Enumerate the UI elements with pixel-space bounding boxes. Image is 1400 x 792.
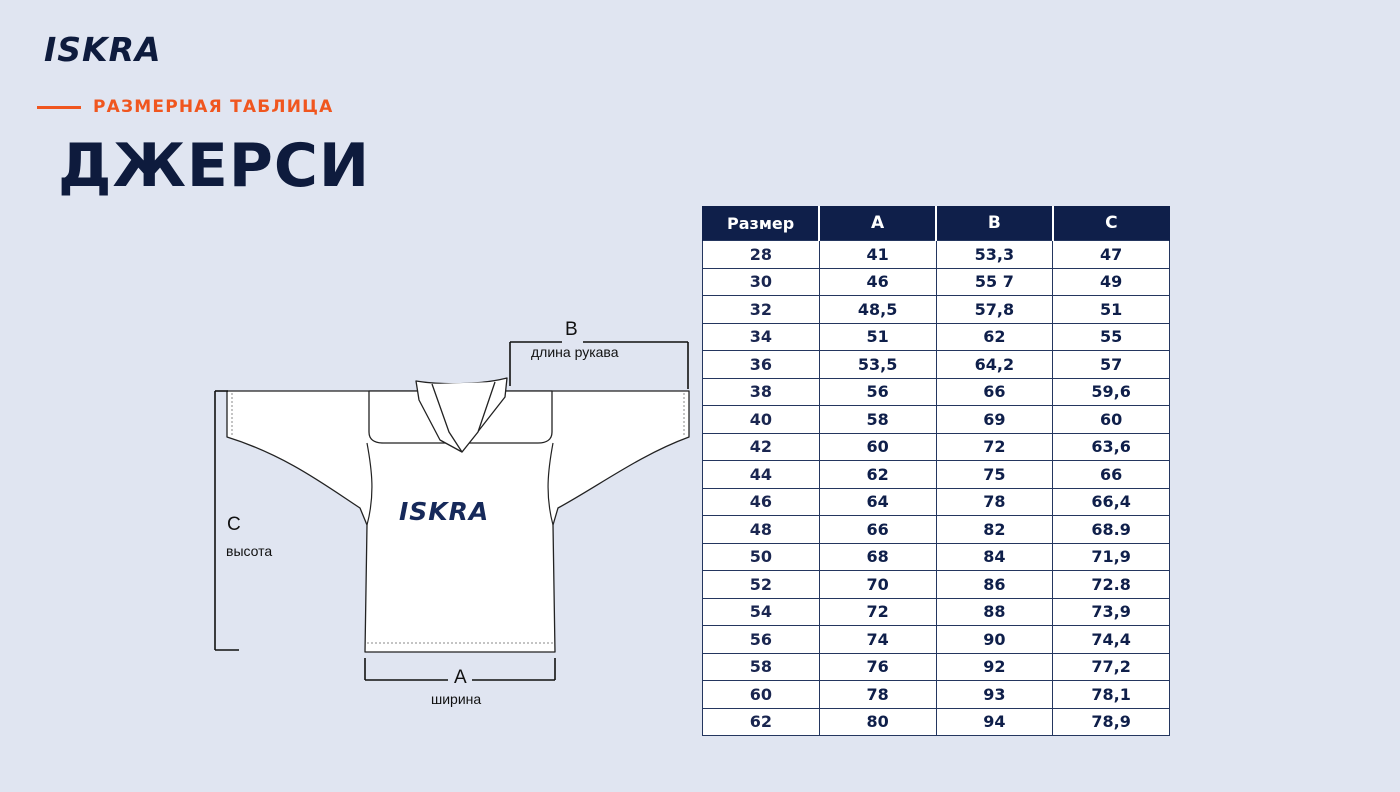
table-row bbox=[703, 571, 1170, 599]
table-row bbox=[703, 653, 1170, 681]
table-header-row bbox=[703, 206, 1170, 241]
table-row bbox=[703, 241, 1170, 269]
cell-b: 64,2 bbox=[936, 351, 1053, 379]
table-row bbox=[703, 296, 1170, 324]
cell-a: 56 bbox=[819, 378, 936, 406]
header-size: Размер bbox=[703, 206, 820, 241]
cell-a: 70 bbox=[819, 571, 936, 599]
cell-size: 36 bbox=[703, 351, 820, 379]
cell-c: 51 bbox=[1053, 296, 1170, 324]
jersey-diagram bbox=[0, 0, 700, 787]
table-row bbox=[703, 516, 1170, 544]
table-row bbox=[703, 708, 1170, 736]
header-b: B bbox=[936, 206, 1053, 241]
cell-size: 44 bbox=[703, 461, 820, 489]
cell-c: 77,2 bbox=[1053, 653, 1170, 681]
jersey-logo: ISKRA bbox=[399, 497, 490, 526]
cell-a: 48,5 bbox=[819, 296, 936, 324]
cell-b: 84 bbox=[936, 543, 1053, 571]
cell-a: 78 bbox=[819, 681, 936, 709]
cell-b: 92 bbox=[936, 653, 1053, 681]
cell-size: 28 bbox=[703, 241, 820, 269]
cell-b: 90 bbox=[936, 626, 1053, 654]
cell-b: 62 bbox=[936, 323, 1053, 351]
cell-b: 94 bbox=[936, 708, 1053, 736]
page-subtitle: РАЗМЕРНАЯ ТАБЛИЦА bbox=[93, 97, 334, 117]
cell-c: 73,9 bbox=[1053, 598, 1170, 626]
table-row bbox=[703, 488, 1170, 516]
cell-b: 72 bbox=[936, 433, 1053, 461]
cell-size: 48 bbox=[703, 516, 820, 544]
cell-a: 74 bbox=[819, 626, 936, 654]
cell-c: 68.9 bbox=[1053, 516, 1170, 544]
cell-size: 52 bbox=[703, 571, 820, 599]
header-a: A bbox=[819, 206, 936, 241]
cell-b: 53,3 bbox=[936, 241, 1053, 269]
cell-size: 42 bbox=[703, 433, 820, 461]
cell-a: 72 bbox=[819, 598, 936, 626]
table-row bbox=[703, 378, 1170, 406]
cell-c: 78,1 bbox=[1053, 681, 1170, 709]
cell-b: 78 bbox=[936, 488, 1053, 516]
cell-size: 46 bbox=[703, 488, 820, 516]
cell-a: 58 bbox=[819, 406, 936, 434]
cell-a: 76 bbox=[819, 653, 936, 681]
cell-a: 66 bbox=[819, 516, 936, 544]
table-row bbox=[703, 351, 1170, 379]
cell-c: 63,6 bbox=[1053, 433, 1170, 461]
cell-c: 60 bbox=[1053, 406, 1170, 434]
size-table bbox=[702, 206, 1170, 736]
table-row bbox=[703, 433, 1170, 461]
dimension-a-label: ширина bbox=[431, 691, 482, 707]
cell-c: 57 bbox=[1053, 351, 1170, 379]
cell-c: 78,9 bbox=[1053, 708, 1170, 736]
dimension-c-label: высота bbox=[226, 543, 273, 559]
cell-b: 55 7 bbox=[936, 268, 1053, 296]
cell-c: 72.8 bbox=[1053, 571, 1170, 599]
table-row bbox=[703, 406, 1170, 434]
cell-a: 46 bbox=[819, 268, 936, 296]
dimension-c-letter: C bbox=[227, 514, 241, 535]
cell-size: 32 bbox=[703, 296, 820, 324]
cell-c: 47 bbox=[1053, 241, 1170, 269]
cell-size: 62 bbox=[703, 708, 820, 736]
page-title: ДЖЕРСИ bbox=[58, 131, 371, 201]
cell-c: 49 bbox=[1053, 268, 1170, 296]
cell-c: 66 bbox=[1053, 461, 1170, 489]
cell-b: 57,8 bbox=[936, 296, 1053, 324]
header-c: C bbox=[1053, 206, 1170, 241]
table-row bbox=[703, 461, 1170, 489]
cell-b: 69 bbox=[936, 406, 1053, 434]
cell-b: 82 bbox=[936, 516, 1053, 544]
cell-size: 34 bbox=[703, 323, 820, 351]
table-row bbox=[703, 681, 1170, 709]
table-body bbox=[703, 241, 1170, 736]
cell-size: 50 bbox=[703, 543, 820, 571]
cell-c: 59,6 bbox=[1053, 378, 1170, 406]
table-row bbox=[703, 323, 1170, 351]
cell-a: 51 bbox=[819, 323, 936, 351]
cell-a: 60 bbox=[819, 433, 936, 461]
cell-size: 54 bbox=[703, 598, 820, 626]
cell-b: 93 bbox=[936, 681, 1053, 709]
cell-c: 74,4 bbox=[1053, 626, 1170, 654]
cell-size: 60 bbox=[703, 681, 820, 709]
cell-size: 38 bbox=[703, 378, 820, 406]
cell-c: 55 bbox=[1053, 323, 1170, 351]
cell-b: 86 bbox=[936, 571, 1053, 599]
dimension-b-label: длина рукава bbox=[531, 344, 619, 360]
dimension-a-letter: A bbox=[454, 667, 467, 688]
cell-a: 80 bbox=[819, 708, 936, 736]
cell-size: 58 bbox=[703, 653, 820, 681]
table-row bbox=[703, 598, 1170, 626]
cell-a: 53,5 bbox=[819, 351, 936, 379]
jersey-illustration bbox=[0, 0, 700, 787]
cell-a: 62 bbox=[819, 461, 936, 489]
cell-c: 71,9 bbox=[1053, 543, 1170, 571]
cell-size: 30 bbox=[703, 268, 820, 296]
cell-b: 88 bbox=[936, 598, 1053, 626]
cell-b: 75 bbox=[936, 461, 1053, 489]
cell-c: 66,4 bbox=[1053, 488, 1170, 516]
table-row bbox=[703, 626, 1170, 654]
table-row bbox=[703, 543, 1170, 571]
cell-size: 40 bbox=[703, 406, 820, 434]
dimension-b-letter: B bbox=[565, 319, 578, 340]
brand-logo: ISKRA bbox=[44, 30, 162, 69]
cell-a: 41 bbox=[819, 241, 936, 269]
table-row bbox=[703, 268, 1170, 296]
cell-a: 68 bbox=[819, 543, 936, 571]
cell-a: 64 bbox=[819, 488, 936, 516]
cell-size: 56 bbox=[703, 626, 820, 654]
cell-b: 66 bbox=[936, 378, 1053, 406]
